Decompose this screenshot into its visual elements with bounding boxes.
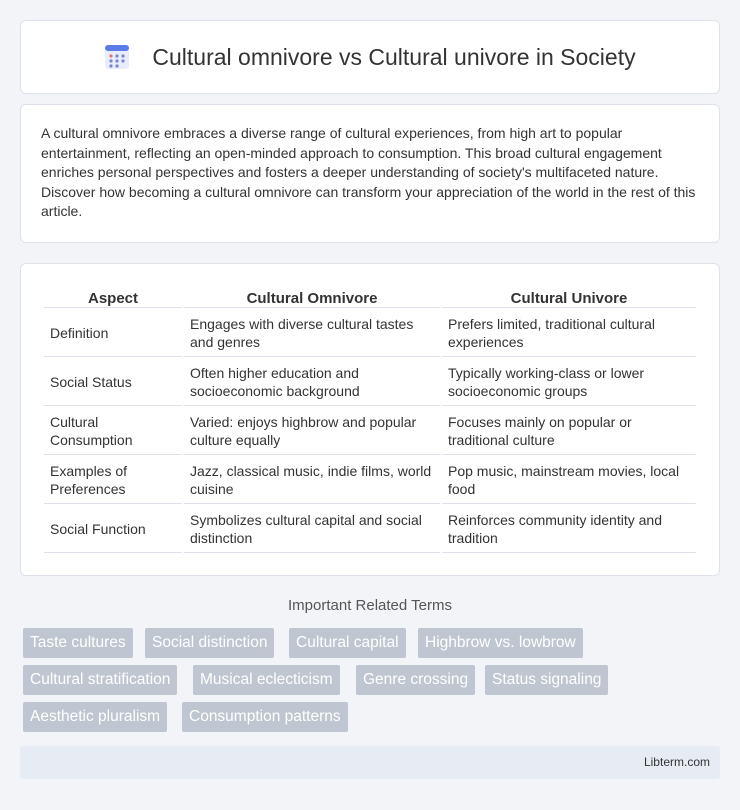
cell-univore: Focuses mainly on popular or traditional culture [442,408,696,455]
term-tag[interactable]: Taste cultures [23,628,133,658]
header-omnivore: Cultural Omnivore [184,286,440,308]
cell-aspect: Social Status [44,359,182,406]
term-tag[interactable]: Social distinction [145,628,274,658]
intro-card [20,104,720,243]
term-tag[interactable]: Status signaling [485,665,608,695]
term-tag[interactable]: Cultural stratification [23,665,177,695]
footer [20,746,720,779]
term-tag[interactable]: Consumption patterns [182,702,348,732]
header-univore: Cultural Univore [442,286,696,308]
table-row [44,359,696,406]
comparison-card [20,263,720,576]
cell-omnivore: Often higher education and socioeconomic background [184,359,440,406]
term-tag[interactable]: Cultural capital [289,628,406,658]
related-terms-title: Important Related Terms [288,597,452,614]
cell-aspect: Cultural Consumption [44,408,182,455]
header-aspect: Aspect [44,286,182,308]
footer-site-link[interactable]: Libterm.com [643,755,710,769]
cell-omnivore: Jazz, classical music, indie films, world cuisine [184,457,440,504]
table-row [44,408,696,455]
cell-omnivore: Symbolizes cultural capital and social distinction [184,506,440,553]
cell-aspect: Social Function [44,506,182,553]
table-header-row [44,286,696,308]
cell-univore: Reinforces community identity and tradition [442,506,696,553]
term-tag[interactable]: Genre crossing [356,665,475,695]
cell-univore: Typically working-class or lower socioeconomic groups [442,359,696,406]
cell-omnivore: Engages with diverse cultural tastes and genres [184,310,440,357]
table-row [44,506,696,553]
comparison-table [42,284,698,555]
table-row [44,457,696,504]
term-tag[interactable]: Musical eclecticism [193,665,340,695]
cell-omnivore: Varied: enjoys highbrow and popular culture equally [184,408,440,455]
title-card [20,20,720,94]
page-title: Cultural omnivore vs Cultural univore in Society [152,43,636,70]
term-tag[interactable]: Highbrow vs. lowbrow [418,628,583,658]
cell-aspect: Definition [44,310,182,357]
table-grid-icon [104,44,130,70]
cell-univore: Pop music, mainstream movies, local food [442,457,696,504]
cell-aspect: Examples of Preferences [44,457,182,504]
term-tag[interactable]: Aesthetic pluralism [23,702,167,732]
intro-text: A cultural omnivore embraces a diverse range of cultural experiences, from high art to popular entertainment, reflecting an open-minded approach to consumption. This broad cultural engagement enriches personal perspectives and fosters a deeper understanding of society's multifaceted nature. Discover how becoming a cultural omnivore can transform your appreciation of the world in the rest of this article. [41,125,696,220]
cell-univore: Prefers limited, traditional cultural experiences [442,310,696,357]
table-row [44,310,696,357]
